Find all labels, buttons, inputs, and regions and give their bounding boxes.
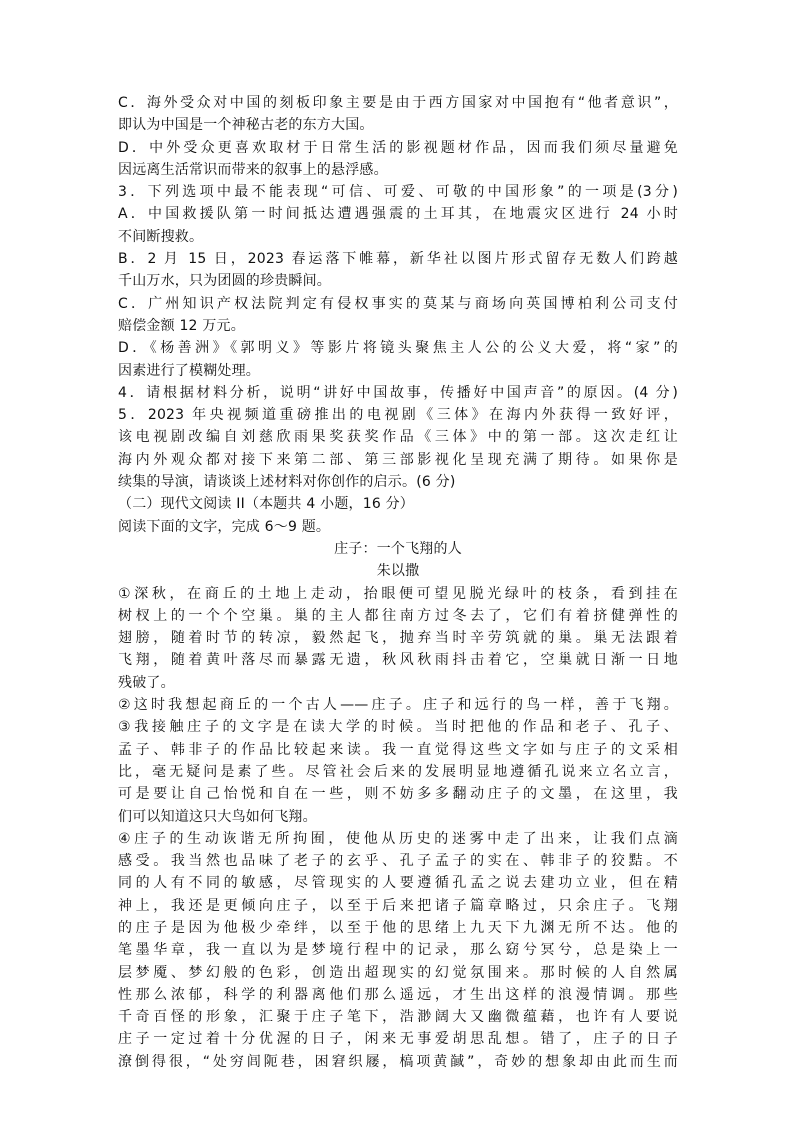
text-line: D．中外受众更喜欢取材于日常生活的影视题材作品，因而我们须尽量避免 — [118, 139, 678, 156]
text-line: 不间断搜救。 — [118, 228, 204, 245]
paragraph-line: 千奇百怪的形象，汇聚于庄子笔下，浩渺阔大又幽微蕴藉，也许有人要说 — [118, 1009, 678, 1026]
text-line: D．《杨善洲》《郭明义》等影片将镜头聚焦主人公的公义大爱，将“家”的 — [118, 340, 678, 357]
text-line: C．海外受众对中国的刻板印象主要是由于西方国家对中国抱有“他者意识”， — [118, 95, 678, 111]
paragraph-line: 的庄子是因为他极少牵绊，以至于他的思绪上九天下九渊无所不达。他的 — [118, 919, 678, 936]
paragraph-line: 残破了。 — [118, 674, 175, 691]
text-line: 即认为中国是一个神秘古老的东方大国。 — [118, 117, 374, 134]
paragraph-line: 树杈上的一个个空巢。巢的主人都往南方过冬去了，它们有着挤健弹性的 — [118, 607, 678, 624]
text-line: A．中国救援队第一时间抵达遭遇强震的土耳其，在地震灾区进行 24 小时 — [118, 206, 678, 223]
paragraph-line: ④庄子的生动诙谐无所拘囿，使他从历史的迷雾中走了出来，让我们点滴 — [118, 830, 678, 847]
article-title: 庄子：一个飞翔的人 — [334, 540, 462, 557]
paragraph-line: 们可以知道这只大鸟如何飞翔。 — [118, 808, 317, 825]
paragraph-line: ②这时我想起商丘的一个古人——庄子。庄子和远行的鸟一样，善于飞翔。 — [118, 697, 678, 714]
text-line: 因远离生活常识而带来的叙事上的悬浮感。 — [118, 161, 388, 178]
paragraph-line: ①深秋，在商丘的土地上走动，抬眼便可望见脱光绿叶的枝条，看到挂在 — [118, 585, 678, 602]
paragraph-line: 性那么浓郁，科学的利器离他们那么遥远，才生出这样的浪漫情调。那些 — [118, 986, 678, 1003]
text-line: C．广州知识产权法院判定有侵权事实的莫某与商场向英国博柏利公司支付 — [118, 295, 678, 312]
paragraph-line: 神上，我还是更倾向庄子，以至于后来把诸子篇章略过，只余庄子。飞翔 — [118, 897, 678, 914]
text-line: B．2 月 15 日，2023 春运落下帷幕，新华社以图片形式留存无数人们跨越 — [118, 251, 678, 268]
text-line: 千山万水，只为团圆的珍贵瞬间。 — [118, 273, 331, 290]
article-author: 朱以撒 — [376, 563, 420, 580]
question-5: 5．2023 年央视频道重磅推出的电视剧《三体》在海内外获得一致好评， — [118, 407, 678, 424]
reading-instruction: 阅读下面的文字，完成 6～9 题。 — [118, 518, 331, 535]
paragraph-line: 飞翔，随着黄叶落尽而暴露无遗，秋风秋雨抖击着它，空巢就日渐一日地 — [118, 652, 678, 669]
paragraph-line: 感受。我当然也品味了老子的玄乎、孔子孟子的实在、韩非子的狡黠。不 — [118, 853, 678, 870]
paragraph-line: 比，毫无疑问是素了些。尽管社会后来的发展明显地遵循孔说来立名立言， — [118, 763, 678, 780]
paragraph-line: 庄子一定过着十分优渥的日子，闲来无事爱胡思乱想。错了，庄子的日子 — [118, 1031, 678, 1048]
section-heading: （二）现代文阅读 II（本题共 4 小题，16 分） — [118, 496, 414, 513]
text-line: 海内外观众都对接下来第二部、第三部影视化呈现充满了期待。如果你是 — [118, 451, 678, 468]
question-4: 4．请根据材料分析，说明“讲好中国故事，传播好中国声音”的原因。(4 分) — [118, 384, 678, 401]
paragraph-line: 潦倒得很，“处穷闾阨巷，困窘织屦，槁项黄馘”，奇妙的想象却由此而生而 — [118, 1053, 678, 1070]
document-page — [118, 92, 678, 1073]
paragraph-line: 层梦魇、梦幻般的色彩，创造出超现实的幻觉氛围来。那时候的人自然属 — [118, 964, 678, 981]
text-line: 因素进行了模糊处理。 — [118, 362, 260, 379]
text-line: 赔偿金额 12 万元。 — [118, 317, 245, 334]
question-3: 3．下列选项中最不能表现“可信、可爱、可敬的中国形象”的一项是(3分) — [118, 184, 678, 201]
paragraph-line: 同的人有不同的敏感，尽管现实的人要遵循孔孟之说去建功立业，但在精 — [118, 875, 678, 892]
paragraph-line: 笔墨华章，我一直以为是梦境行程中的记录，那么窈兮冥兮，总是染上一 — [118, 942, 678, 959]
paragraph-line: 可是要让自己怡悦和自在一些，则不妨多多翻动庄子的文墨，在这里，我 — [118, 786, 678, 803]
text-line: 续集的导演，请谈谈上述材料对你创作的启示。(6 分) — [118, 474, 456, 491]
text-line: 该电视剧改编自刘慈欣雨果奖获奖作品《三体》中的第一部。这次走红让 — [118, 429, 678, 446]
paragraph-line: ③我接触庄子的文字是在读大学的时候。当时把他的作品和老子、孔子、 — [118, 719, 678, 736]
paragraph-line: 翅膀，随着时节的转凉，毅然起飞，抛弃当时辛劳筑就的巢。巢无法跟着 — [118, 630, 678, 647]
paragraph-line: 孟子、韩非子的作品比较起来读。我一直觉得这些文字如与庄子的文采相 — [118, 741, 678, 758]
